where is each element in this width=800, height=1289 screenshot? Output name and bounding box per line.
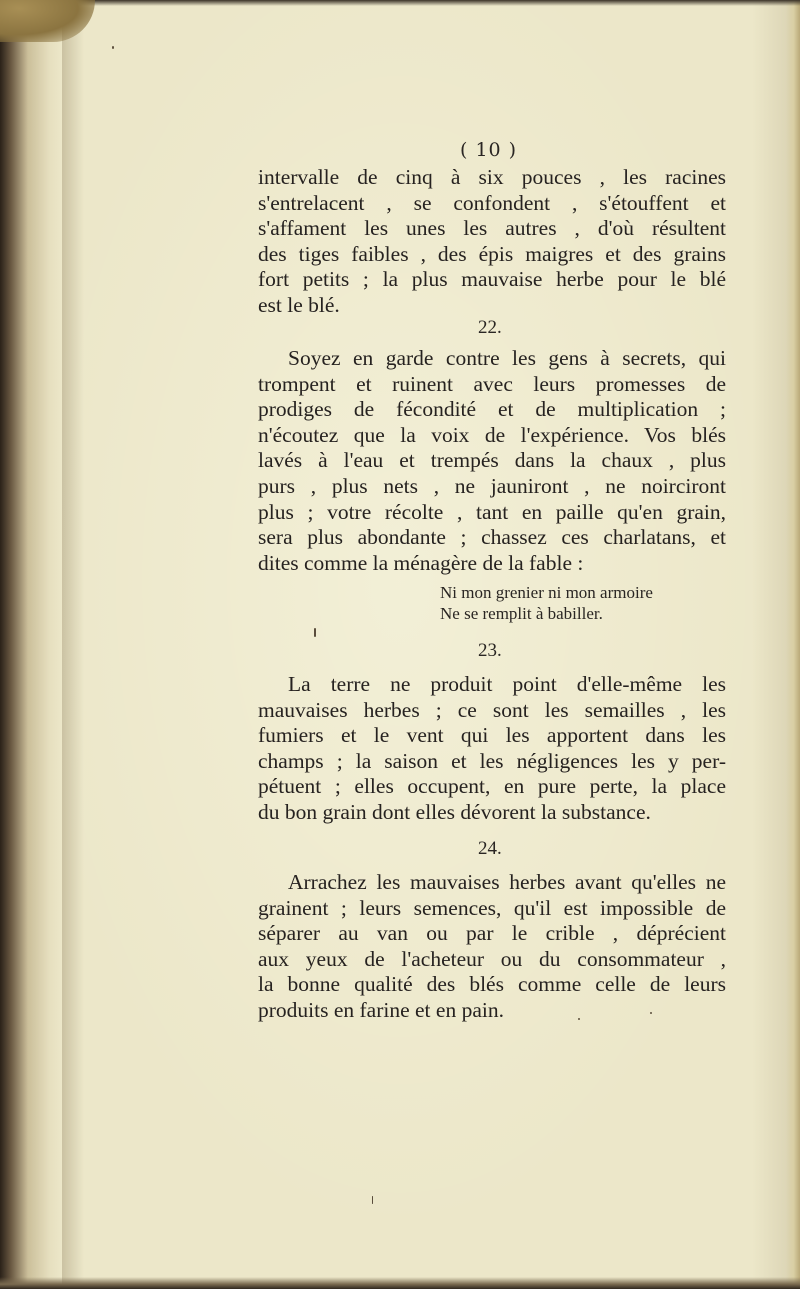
text-line: plus ; votre récolte , tant en paille qu'en grain, (258, 499, 726, 524)
paragraph-24 (258, 870, 726, 1024)
text-line: dites comme la ménagère de la fable : (258, 550, 584, 575)
paper-speck (372, 1196, 373, 1204)
text-line: du bon grain dont elles dévorent la substance. (258, 799, 651, 824)
text-line: fumiers et le vent qui les apportent dans les (258, 723, 726, 748)
page-top-edge (0, 0, 800, 6)
text-line: fort petits ; la plus mauvaise herbe pour le blé (258, 267, 726, 292)
page-number: ( 10 ) (460, 139, 518, 161)
text-line: la bonne qualité des blés comme celle de leurs (258, 972, 726, 997)
section-number-22: 22. (478, 317, 502, 338)
page-gutter-shadow (62, 0, 84, 1289)
text-line: grainent ; leurs semences, qu'il est impossible de (258, 895, 726, 920)
text-line: champs ; la saison et les négligences les y per- (258, 748, 726, 773)
verse-line: Ni mon grenier ni mon armoire (440, 583, 653, 602)
text-line: séparer au van ou par le crible , déprécient (258, 921, 726, 946)
paper-speck (314, 628, 316, 637)
text-line: La terre ne produit point d'elle-même les (288, 672, 726, 696)
text-line: est le blé. (258, 292, 340, 317)
verse-line: Ne se remplit à babiller. (440, 604, 603, 623)
section-number-23: 23. (478, 640, 502, 661)
text-line: s'entrelacent , se confondent , s'étouffent et (258, 190, 726, 215)
text-line: lavés à l'eau et trempés dans la chaux , plus (258, 448, 726, 473)
text-line: n'écoutez que la voix de l'expérience. Vos blés (258, 422, 726, 447)
section-number-24: 24. (478, 838, 502, 859)
text-line: pétuent ; elles occupent, en pure perte, la place (258, 774, 726, 799)
text-line: Arrachez les mauvaises herbes avant qu'elles ne (288, 870, 726, 894)
text-line: trompent et ruinent avec leurs promesses de (258, 371, 726, 396)
page-bottom-edge (0, 1277, 800, 1289)
page-binding-edge (0, 0, 62, 1289)
paragraph-continuation (258, 165, 726, 319)
text-line: mauvaises herbes ; ce sont les semailles , les (258, 697, 726, 722)
text-line: aux yeux de l'acheteur ou du consommateur , (258, 946, 726, 971)
text-line: intervalle de cinq à six pouces , les racines (258, 165, 726, 189)
text-line: produits en farine et en pain. (258, 997, 504, 1022)
paragraph-23 (258, 672, 726, 826)
fable-verse (440, 582, 653, 624)
text-line: purs , plus nets , ne jauniront , ne noirciront (258, 473, 726, 498)
paper-speck (112, 46, 114, 49)
text-line: des tiges faibles , des épis maigres et des grains (258, 241, 726, 266)
page-right-edge (786, 0, 800, 1289)
text-line: Soyez en garde contre les gens à secrets, qui (288, 346, 726, 370)
text-line: s'affament les unes les autres , d'où résultent (258, 216, 726, 241)
text-line: prodiges de fécondité et de multiplication ; (258, 397, 726, 422)
text-line: sera plus abondante ; chassez ces charlatans, et (258, 525, 726, 550)
paragraph-22 (258, 346, 726, 576)
